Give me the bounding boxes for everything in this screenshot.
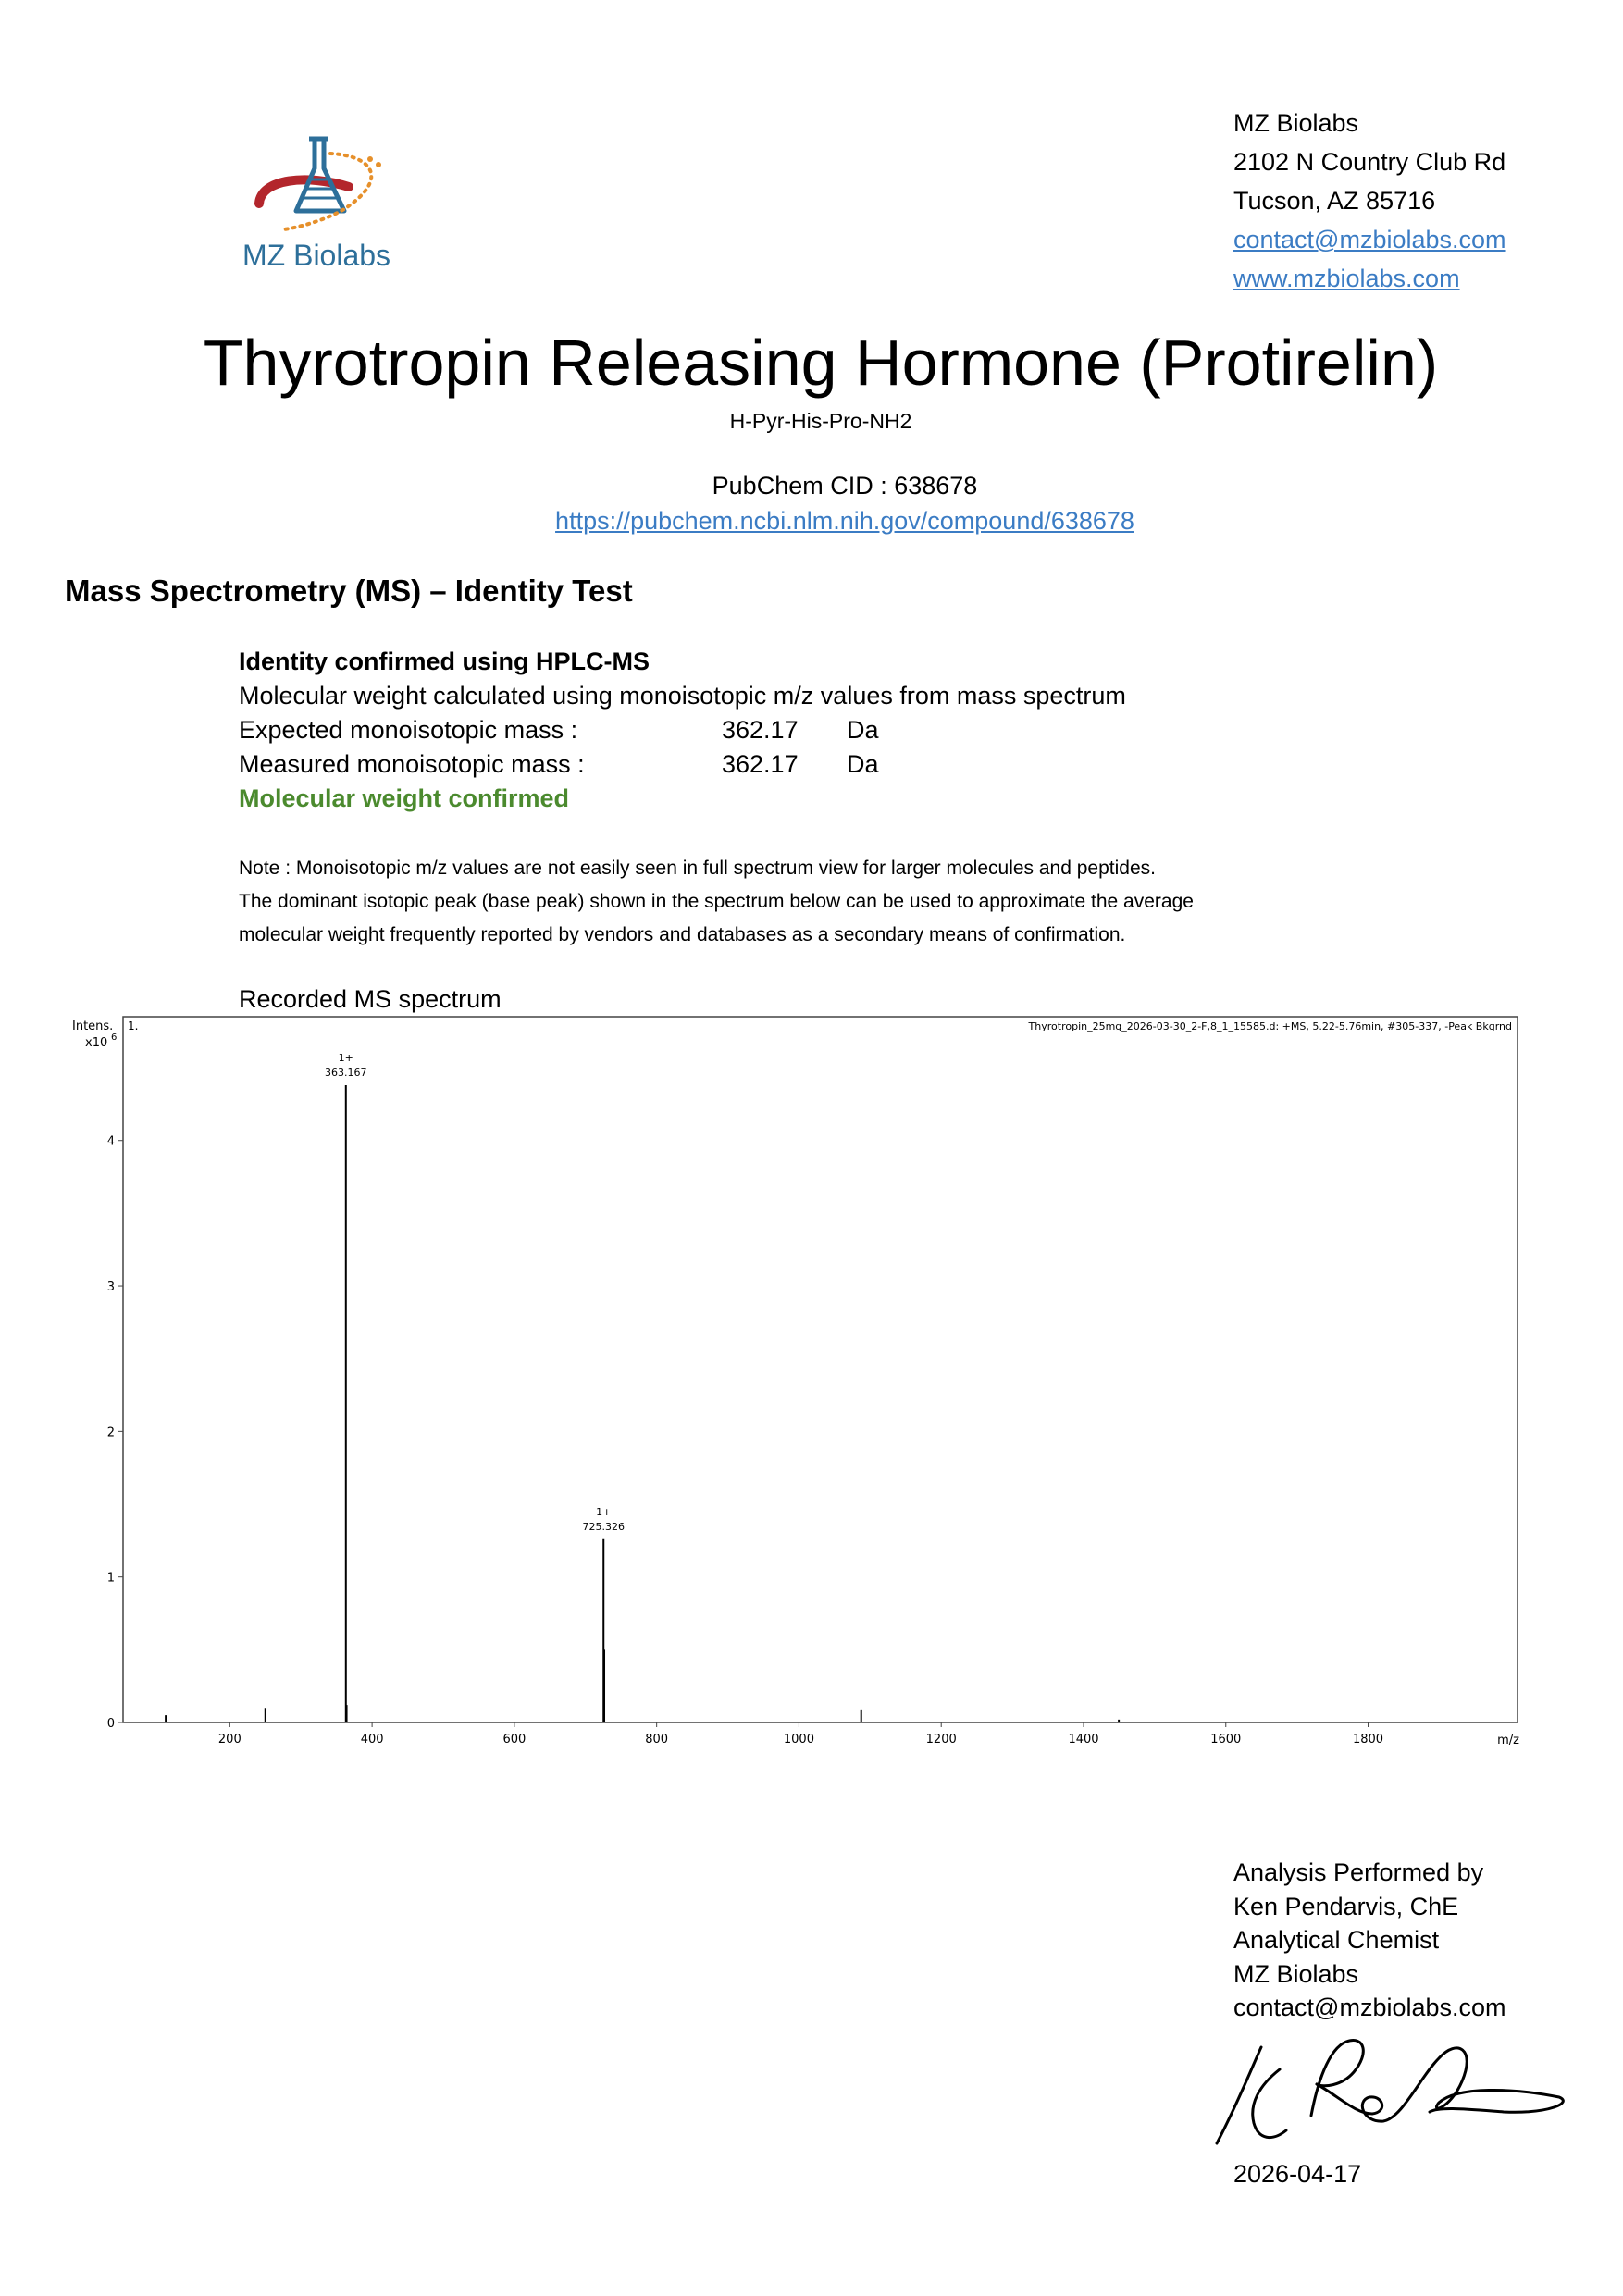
method-statement: Molecular weight calculated using monoisotopic m/z values from mass spectrum: [239, 682, 1126, 710]
spectrum-header: Thyrotropin_25mg_2026-03-30_2-F,8_1_15585.d: +MS, 5.22-5.76min, #305-337, -Peak Bkgrnd: [1028, 1020, 1512, 1032]
ms-spectrum-chart: [56, 1013, 1536, 1753]
peak-charge-label: 1+: [596, 1505, 612, 1518]
analyst-title: Analytical Chemist: [1233, 1926, 1440, 1954]
x-tick-label: 200: [217, 1733, 242, 1747]
company-name: MZ Biolabs: [1233, 109, 1359, 137]
logo-text: MZ Biolabs: [242, 239, 391, 272]
address-line1: 2102 N Country Club Rd: [1233, 148, 1506, 176]
spectrum-title: Recorded MS spectrum: [239, 985, 502, 1013]
page-title: Thyrotropin Releasing Hormone (Protirelin): [203, 327, 1439, 399]
peak-charge-label: 1+: [338, 1051, 353, 1064]
peptide-sequence: H-Pyr-His-Pro-NH2: [729, 409, 912, 433]
measured-mass-label: Measured monoisotopic mass :: [239, 750, 585, 778]
y-axis-exponent: x10: [85, 1036, 108, 1050]
x-tick-label: 800: [645, 1733, 669, 1747]
y-tick-label: 2: [106, 1426, 115, 1440]
plot-frame: [123, 1017, 1518, 1722]
company-website-link[interactable]: www.mzbiolabs.com: [1233, 265, 1460, 292]
x-tick-label: 1000: [783, 1733, 814, 1747]
analyst-name: Ken Pendarvis, ChE: [1233, 1892, 1459, 1920]
identity-statement: Identity confirmed using HPLC-MS: [239, 648, 650, 675]
x-tick-label: 1800: [1352, 1733, 1384, 1747]
analyst-signature: [1208, 2031, 1578, 2151]
x-tick-label: 1600: [1210, 1733, 1242, 1747]
analyst-email: contact@mzbiolabs.com: [1233, 1994, 1506, 2021]
analysis-date: 2026-04-17: [1233, 2160, 1362, 2188]
company-email-link[interactable]: contact@mzbiolabs.com: [1233, 226, 1506, 253]
result-status: Molecular weight confirmed: [239, 784, 570, 812]
y-axis-exponent-sup: 6: [111, 1032, 118, 1043]
expected-mass-value: 362.17: [722, 716, 799, 744]
expected-mass-unit: Da: [847, 716, 879, 744]
x-tick-label: 1400: [1068, 1733, 1099, 1747]
signoff-line1: Analysis Performed by: [1233, 1858, 1484, 1886]
note-line: molecular weight frequently reported by vendors and databases as a secondary means of confirmation.: [239, 924, 1126, 945]
section-title: Mass Spectrometry (MS) – Identity Test: [65, 574, 633, 608]
analyst-signoff: [1233, 1856, 1506, 2025]
note-line: The dominant isotopic peak (base peak) shown in the spectrum below can be used to approximate the average: [239, 891, 1194, 912]
peak-mz-label: 363.167: [325, 1066, 367, 1079]
pubchem-cid: PubChem CID : 638678: [712, 472, 978, 500]
pubchem-link[interactable]: https://pubchem.ncbi.nlm.nih.gov/compound/638678: [555, 507, 1134, 535]
company-logo: [242, 128, 409, 239]
y-tick-label: 4: [106, 1134, 115, 1149]
x-tick-label: 400: [360, 1733, 384, 1747]
y-axis-label: Intens.: [72, 1019, 114, 1033]
x-tick-label: 1200: [925, 1733, 957, 1747]
x-tick-label: 600: [502, 1733, 527, 1747]
panel-label: 1.: [128, 1019, 139, 1032]
y-tick-label: 3: [106, 1280, 115, 1295]
measured-mass-unit: Da: [847, 750, 879, 778]
measured-mass-value: 362.17: [722, 750, 799, 778]
y-tick-label: 0: [106, 1717, 115, 1731]
x-axis-label: m/z: [1497, 1734, 1519, 1747]
address-line2: Tucson, AZ 85716: [1233, 187, 1436, 215]
expected-mass-label: Expected monoisotopic mass :: [239, 716, 578, 744]
peak-mz-label: 725.326: [582, 1520, 625, 1533]
y-tick-label: 1: [106, 1571, 115, 1586]
company-address: [1233, 104, 1506, 298]
note-line: Note : Monoisotopic m/z values are not easily seen in full spectrum view for larger molecules and peptides.: [239, 858, 1156, 879]
analyst-company: MZ Biolabs: [1233, 1959, 1359, 1988]
